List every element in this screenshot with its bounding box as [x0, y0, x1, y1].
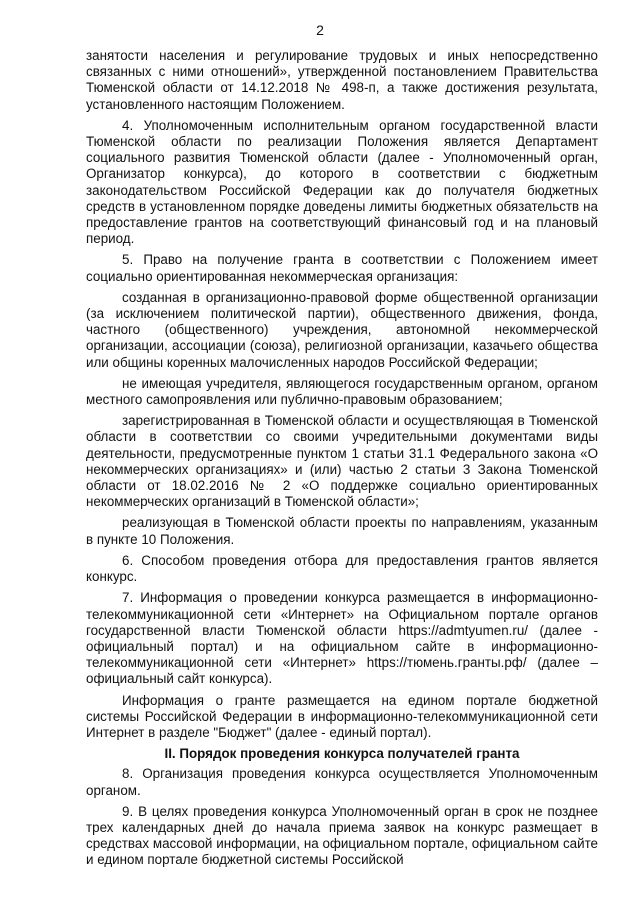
paragraph-continuation: занятости населения и регулирование трудовых и иных непосредственно связанных с ними отношений», утвержденной постановлением Правительства Тюменской области от 14.12.2018 № 498-п, а также достижения результата, установленного настоящим Положением. [86, 48, 598, 112]
paragraph-item-8: 8. Организация проведения конкурса осуществляется Уполномоченным органом. [86, 766, 598, 798]
paragraph-criterion-founder: не имеющая учредителя, являющегося государственным органом, органом местного самопроявления или публично-правовым образованием; [86, 375, 598, 408]
paragraph-item-5: 5. Право на получение гранта в соответствии с Положением имеет социально ориентированная некоммерческая организация: [86, 252, 598, 284]
page-number: 2 [316, 22, 324, 38]
document-body [86, 48, 598, 874]
paragraph-criterion-registered: зарегистрированная в Тюменской области и осуществляющая в Тюменской области в соответствии со своими учредительными документами виды деятельности, предусмотренные пунктом 1 статьи 31.1 Федерального закона «О некоммерческих организациях» и (или) частью 2 статьи 3 Закона Тюменской области от 18.02.2016 № 2 «О поддержке социально ориентированных некоммерческих организаций в Тюменской области»; [86, 413, 598, 510]
paragraph-item-7: 7. Информация о проведении конкурса размещается в информационно-телекоммуникационной сети «Интернет» на Официальном портале органов государственной власти Тюменской области https://admtyumen.ru/ (далее - официальный портал) и на официальном сайте в информационно-телекоммуникационной сети «Интернет» https://тюмень.гранты.рф/ (далее – официальный сайт конкурса). [86, 590, 598, 687]
paragraph-grant-info: Информация о гранте размещается на едином портале бюджетной системы Российской Федерации в информационно-телекоммуникационной сети Интернет в разделе "Бюджет" (далее - единый портал). [86, 692, 598, 740]
paragraph-item-4: 4. Уполномоченным исполнительным органом государственной власти Тюменской области по реализации Положения является Департамент социального развития Тюменской области (далее - Уполномоченный орган, Организатор конкурса), до которого в соответствии с бюджетным законодательством Российской Федерации как до получателя бюджетных средств в установленном порядке доведены лимиты бюджетных обязательств на предоставление грантов на соответствующий финансовый год и на плановый период. [86, 117, 598, 247]
paragraph-item-6: 6. Способом проведения отбора для предоставления грантов является конкурс. [86, 552, 598, 585]
paragraph-criterion-created: созданная в организационно-правовой форме общественной организации (за исключением политической партии), общественного движения, фонда, частного (общественного) учреждения, автономной некоммерческой организации, ассоциации (союза), религиозной организации, казачьего общества или общины коренных малочисленных народов Российской Федерации; [86, 289, 598, 370]
paragraph-item-9: 9. В целях проведения конкурса Уполномоченный орган в срок не позднее трех календарных дней до начала приема заявок на конкурс размещает в средствах массовой информации, на официальном портале, официальном сайте и едином портале бюджетной системы Российской [86, 803, 598, 868]
section-heading: II. Порядок проведения конкурса получателей гранта [164, 746, 520, 762]
paragraph-criterion-projects: реализующая в Тюменской области проекты по направлениям, указанным в пункте 10 Положения. [86, 515, 598, 547]
